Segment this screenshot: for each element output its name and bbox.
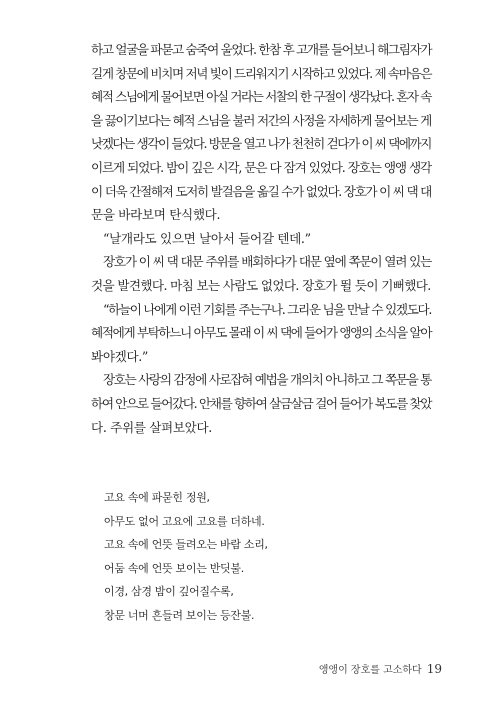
poem-line: 창문 너머 흔들려 보이는 등잔불. <box>104 608 255 622</box>
dialogue-line: 혜적에게 부탁하느니 아무도 몰래 이 씨 댁에 들어가 앵앵의 소식을 알아 <box>91 325 432 341</box>
prose-line: 이르게 되었다. 밤이 깊은 시각, 문은 다 잠겨 있었다. 장호는 앵앵 생각 <box>91 159 431 175</box>
prose-line: 길게 창문에 비치며 저녁 빛이 드리워지기 시작하고 있었다. 제 속마음은 <box>91 65 432 81</box>
prose-line: 낫겠다는 생각이 들었다. 방문을 열고 나가 천천히 걷다가 이 씨 댁에까지 <box>91 136 431 152</box>
poem-block <box>104 486 404 627</box>
prose-line: 을 끓이기보다는 혜적 스님을 불러 저간의 사정을 자세하게 물어보는 게 <box>91 112 431 128</box>
poem-line: 이경, 삼경 밤이 깊어질수록, <box>104 585 234 598</box>
poem-line: 고요 속에 언뜻 들려오는 바람 소리, <box>104 538 268 551</box>
running-title: 앵앵이 장호를 고소하다 <box>318 665 422 676</box>
prose-line: 혜적 스님에게 물어보면 아실 거라는 서찰의 한 구절이 생각났다. 혼자 속 <box>91 89 431 105</box>
prose-line: 하고 얼굴을 파묻고 숨죽여 울었다. 한참 후 고개를 들어보니 해그림자가 <box>91 42 432 57</box>
poem-line: 아무도 없어 고요에 고요를 더하네. <box>104 514 265 528</box>
prose-line: 이 더욱 간절해져 도저히 발걸음을 옮길 수가 없었다. 장호가 이 씨 댁 대 <box>91 183 431 199</box>
poem-line: 어둠 속에 언뜻 보이는 반딧불. <box>104 561 244 575</box>
dialogue-line: 봐야겠다.” <box>91 348 149 364</box>
dialogue-line: “날개라도 있으면 날아서 들어갈 텐데.” <box>103 230 311 246</box>
prose-block <box>91 38 431 439</box>
poem-line: 고요 속에 파묻힌 정원, <box>104 491 210 504</box>
page-number: 19 <box>426 662 442 676</box>
prose-line: 하여 안으로 들어갔다. 안채를 향하여 살금살금 걸어 들어가 복도를 찾았 <box>91 395 432 411</box>
prose-line: 것을 발견했다. 마침 보는 사람도 없었다. 장호가 뛸 듯이 기뻐했다. <box>91 277 431 293</box>
dialogue-line: “하늘이 나에게 이런 기회를 주는구나. 그리운 님을 만날 수 있겠도다. <box>103 301 431 317</box>
prose-line: 문을 바라보며 탄식했다. <box>91 207 221 223</box>
page-footer <box>319 661 442 676</box>
prose-line: 다. 주위를 살펴보았다. <box>91 419 212 435</box>
prose-line: 장호가 이 씨 댁 대문 주위를 배회하다가 대문 옆에 쪽문이 열려 있는 <box>103 254 431 270</box>
prose-line: 장호는 사랑의 감정에 사로잡혀 예법을 개의치 아니하고 그 쪽문을 통 <box>103 372 431 388</box>
